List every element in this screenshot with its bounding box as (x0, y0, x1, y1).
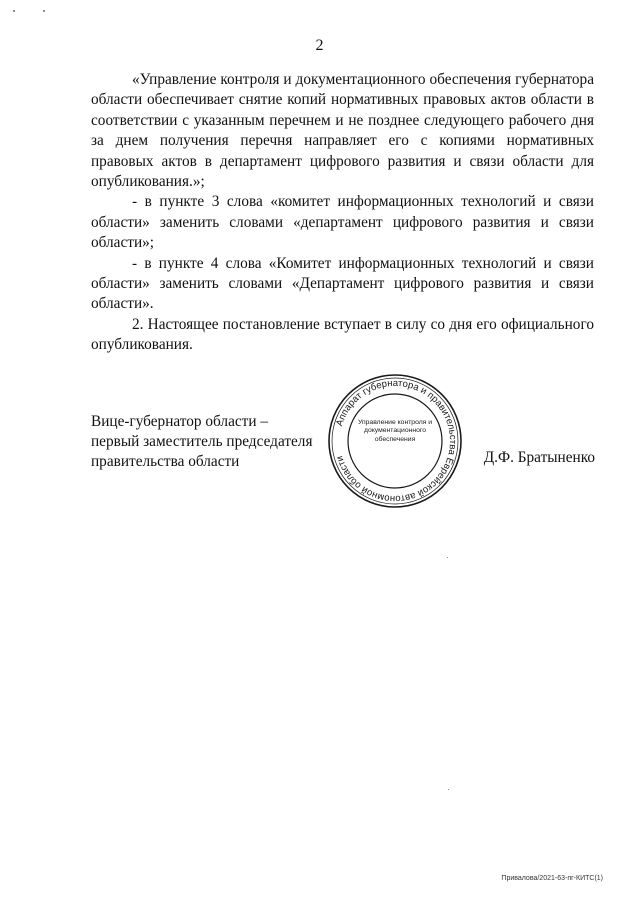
paragraph-item-3: - в пункте 3 слова «комитет информационных технологий и связи области» заменить словами «департамент цифрового развития и связи области»; (91, 193, 594, 252)
scan-speck (448, 789, 449, 790)
paragraph-item-4: - в пункте 4 слова «Комитет информационных технологий и связи области» заменить словами «Департамент цифрового развития и связи области». (91, 254, 594, 313)
page-number: 2 (315, 37, 324, 54)
scan-speck (43, 10, 45, 12)
paragraph-entry-into-force: 2. Настоящее постановление вступает в силу со дня его официального опубликования. (91, 315, 594, 354)
signatory-title-line: правительства области (91, 453, 240, 470)
signatory-title-line: первый заместитель председателя (91, 433, 313, 450)
document-registry-code: Привалова/2021-63-пг-КИТС(1) (501, 875, 603, 882)
seal-graphic (327, 373, 463, 509)
paragraph-control-office: «Управление контроля и документационного обеспечения губернатора области обеспечивает снятие копий нормативных правовых актов области в соответствии с указанным перечнем и не позднее следующего рабочего дня за днем получения перечня направляет его с копиями нормативных правовых актов в департамент цифрового развития и связи области для опубликования.»; (91, 71, 594, 191)
seal-ring-text: Аппарат губернатора и правительства Еврейской автономной области (334, 377, 459, 505)
seal-center-text: Управление контроля и документационного обеспечения (357, 419, 433, 443)
scan-speck (447, 557, 448, 558)
signatory-title (91, 412, 312, 472)
document-body (91, 70, 594, 356)
signatory-title-line: Вице-губернатор области – (91, 413, 268, 430)
signatory-name: Д.Ф. Братыненко (483, 449, 595, 466)
scan-speck (13, 10, 15, 12)
official-seal (327, 373, 463, 509)
